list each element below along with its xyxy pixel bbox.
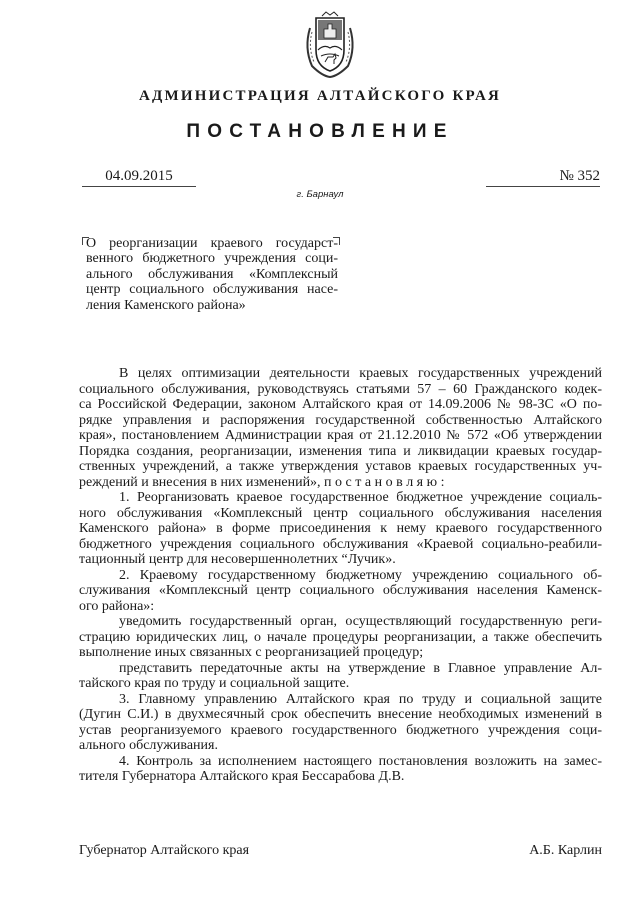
subject-line: центр социального обслуживания насе-: [86, 282, 338, 298]
body-line: ственных учреждений, а также утверждения уставов краевых государственных уч-: [79, 459, 602, 474]
body-line: тайского края по труду и социальной защите.: [79, 676, 350, 691]
body-line: тителя Губернатора Алтайского края Бессарабова Д.В.: [79, 769, 405, 784]
subject-line: ального обслуживания «Комплексный: [86, 266, 338, 282]
signatory-name: А.Б. Карлин: [529, 843, 602, 858]
body-line: Порядка создания, реорганизации, изменения типа и ликвидации краевых государ-: [79, 443, 602, 459]
subject-line: О реорганизации краевого государст-: [86, 236, 338, 251]
item-2b-paragraph: [79, 661, 602, 692]
body-line: представить передаточные акты на утверждение в Главное управление Ал-: [119, 660, 602, 676]
body-line: са Российской Федерации, законом Алтайского края от 14.09.2006 № 98-ЗС «О по-: [79, 397, 602, 412]
body-line: 2. Краевому государственному бюджетному учреждению социального об-: [119, 567, 602, 583]
item-2-paragraph: [79, 568, 602, 615]
document-subject: [86, 236, 338, 313]
subject-line: ления Каменского района»: [86, 297, 246, 313]
body-line: ого района»:: [79, 598, 155, 614]
document-body: [79, 366, 602, 785]
body-line: бюджетного учреждения социального обслуживания «Краевой социально-реабили-: [79, 536, 602, 552]
body-line: уведомить государственный орган, осуществляющий государственную реги-: [119, 614, 602, 629]
body-line: ного обслуживания «Комплексный центр социального обслуживания населения: [79, 505, 602, 521]
body-line: страцию юридических лиц, о начале процедуры реорганизации, а также обеспечить: [79, 629, 602, 645]
body-line: Каменского района» в форме присоединения к нему краевого государственного: [79, 521, 602, 536]
body-line: ального обслуживания.: [79, 738, 218, 753]
body-line: (Дугин С.И.) в двухмесячный срок обеспечить внесение необходимых изменений в: [79, 707, 602, 722]
body-line: выполнение иных связанных с реорганизацией процедур;: [79, 645, 424, 660]
item-2a-paragraph: [79, 614, 602, 661]
body-line: В целях оптимизации деятельности краевых государственных учреждений: [119, 366, 602, 381]
item-3-paragraph: [79, 692, 602, 754]
body-line: служивания «Комплексный центр социального обслуживания населения Каменск-: [79, 583, 602, 598]
signatory-position: Губернатор Алтайского края: [79, 843, 250, 858]
body-line: устав реорганизуемого краевого государственного бюджетного учреждения соци-: [79, 722, 602, 738]
document-number: № 352: [486, 168, 600, 187]
body-line: реждений и внесения в них изменений», п о с т а н о в л я ю :: [79, 474, 445, 490]
body-line: 1. Реорганизовать краевое государственное бюджетное учреждение социаль-: [119, 490, 602, 505]
item-4-paragraph: [79, 754, 602, 785]
preamble-paragraph: [79, 366, 602, 490]
body-line: социального обслуживания, руководствуясь статьями 57 – 60 Гражданского кодек-: [79, 381, 602, 397]
document-type: ПОСТАНОВЛЕНИЕ: [186, 121, 454, 142]
document-city: г. Барнаул: [296, 189, 344, 200]
body-line: тационный центр для несовершеннолетних “Лучик».: [79, 552, 396, 567]
body-line: рядке управления и распоряжения государственной собственностью Алтайского: [79, 412, 602, 428]
item-1-paragraph: [79, 490, 602, 568]
altai-krai-coat-of-arms-icon: [300, 10, 360, 80]
body-line: 3. Главному управлению Алтайского края по труду и социальной защите: [119, 691, 602, 707]
body-line: края», постановлением Администрации края от 21.12.2010 № 572 «Об утверждении: [79, 428, 602, 443]
organization-title: АДМИНИСТРАЦИЯ АЛТАЙСКОГО КРАЯ: [138, 88, 502, 104]
document-date: 04.09.2015: [82, 168, 196, 187]
subject-line: венного бюджетного учреждения соци-: [86, 251, 338, 267]
body-line: 4. Контроль за исполнением настоящего постановления возложить на замес-: [119, 753, 602, 769]
